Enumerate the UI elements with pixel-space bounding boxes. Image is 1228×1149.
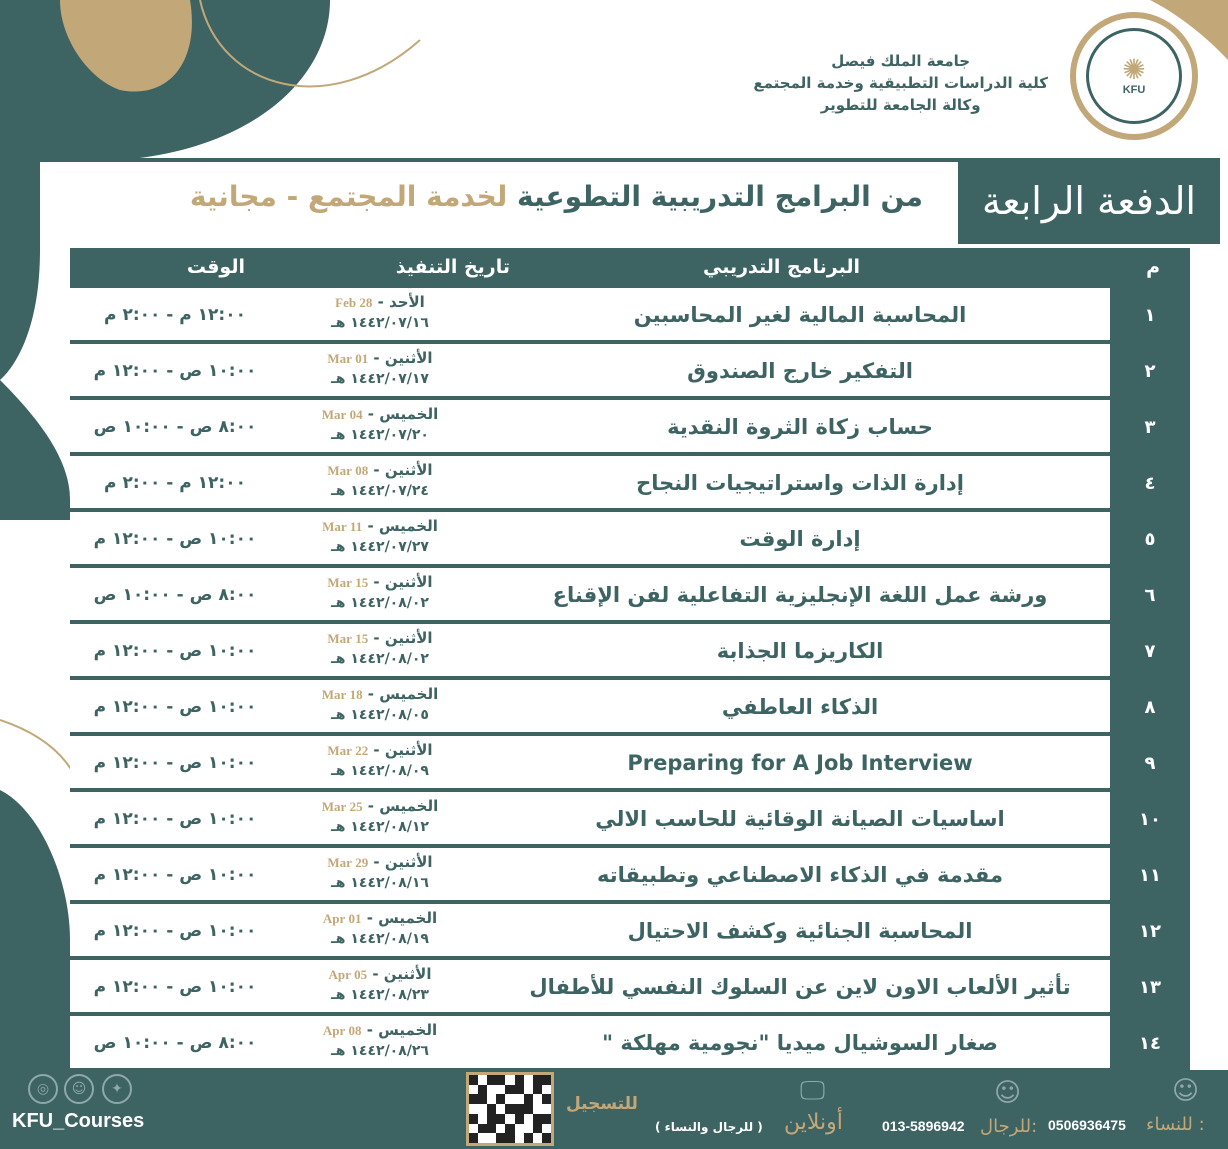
table-row — [70, 736, 1110, 790]
monitor-icon: 🖵 — [800, 1076, 826, 1106]
gregorian-date: 01 Mar — [327, 351, 369, 366]
register-label: للتسجيل — [566, 1094, 638, 1114]
table-row — [70, 792, 1110, 846]
row-number: ٢ — [1144, 360, 1156, 382]
weekday: الأثنين — [384, 461, 433, 479]
agency-name: وكالة الجامعة للتطوير — [820, 96, 981, 114]
qr-code[interactable] — [466, 1072, 554, 1146]
session-time: ١٠:٠٠ ص - ١٢:٠٠ م — [93, 753, 257, 773]
instagram-icon[interactable]: ◎ — [28, 1074, 58, 1104]
session-time: ٨:٠٠ ص - ١٠:٠٠ ص — [93, 585, 257, 605]
header-program: البرنامج التدريبي — [703, 256, 860, 278]
hijri-date: ١٤٤٢/٠٧/١٦ هـ — [331, 315, 429, 331]
weekday: الخميس — [378, 1021, 438, 1039]
execution-date: الأثنين - 01 Mar ١٤٤٢/٠٧/١٧ هـ — [300, 344, 460, 398]
program-name: صغار السوشيال ميديا "نجومية مهلكة " — [602, 1031, 998, 1055]
execution-date: الخميس - 08 Apr ١٤٤٢/٠٨/٢٦ هـ — [300, 1016, 460, 1070]
gregorian-date: 05 Apr — [328, 967, 368, 982]
session-time: ١٠:٠٠ ص - ١٢:٠٠ م — [93, 921, 257, 941]
hijri-date: ١٤٤٢/٠٨/٠٥ هـ — [331, 707, 429, 723]
weekday: الخميس — [378, 909, 438, 927]
program-name: إدارة الوقت — [739, 527, 861, 551]
execution-date: الأثنين - 05 Apr ١٤٤٢/٠٨/٢٣ هـ — [300, 960, 460, 1014]
online-label: أونلاين — [784, 1110, 843, 1135]
gregorian-date: 28 Feb — [335, 295, 373, 310]
row-number: ١٢ — [1139, 920, 1161, 942]
weekday: الأثنين — [384, 741, 433, 759]
table-row — [70, 904, 1110, 958]
hijri-date: ١٤٤٢/٠٨/١٩ هـ — [331, 931, 429, 947]
men-label: للرجال: — [980, 1116, 1038, 1137]
execution-date: الخميس - 11 Mar ١٤٤٢/٠٧/٢٧ هـ — [300, 512, 460, 566]
row-number: ٧ — [1144, 640, 1156, 662]
organization-header — [753, 50, 1048, 116]
hijri-date: ١٤٤٢/٠٧/١٧ هـ — [331, 371, 429, 387]
gregorian-date: 18 Mar — [321, 687, 363, 702]
university-name: جامعة الملك فيصل — [831, 52, 971, 70]
gregorian-date: 15 Mar — [327, 575, 369, 590]
table-row — [70, 344, 1110, 398]
table-row — [70, 456, 1110, 510]
session-time: ٨:٠٠ ص - ١٠:٠٠ ص — [93, 417, 257, 437]
session-time: ١٠:٠٠ ص - ١٢:٠٠ م — [93, 697, 257, 717]
header-time: الوقت — [186, 256, 245, 278]
social-handle[interactable]: KFU_Courses — [12, 1110, 145, 1132]
palm-icon: ✺ — [1122, 53, 1146, 86]
execution-date: الأثنين - 15 Mar ١٤٤٢/٠٨/٠٢ هـ — [300, 568, 460, 622]
hijri-date: ١٤٤٢/٠٨/٠٢ هـ — [331, 651, 429, 667]
row-number: ٩ — [1144, 752, 1156, 774]
session-time: ١٠:٠٠ ص - ١٢:٠٠ م — [93, 529, 257, 549]
program-name: Preparing for A Job Interview — [627, 751, 973, 775]
man-icon: ☺ — [994, 1078, 1022, 1108]
weekday: الأثنين — [384, 573, 433, 591]
table-header — [70, 248, 1190, 288]
title-accent: لخدمة المجتمع - مجانية — [189, 180, 508, 213]
table-row — [70, 1016, 1110, 1070]
row-number: ١٤ — [1139, 1032, 1161, 1054]
execution-date: الأثنين - 08 Mar ١٤٤٢/٠٧/٢٤ هـ — [300, 456, 460, 510]
hijri-date: ١٤٤٢/٠٧/٢٠ هـ — [331, 427, 429, 443]
weekday: الأثنين — [384, 629, 433, 647]
row-number: ٤ — [1144, 472, 1156, 494]
weekday: الأثنين — [383, 965, 432, 983]
women-phone[interactable]: 0506936475 — [1048, 1117, 1126, 1133]
session-time: ١٠:٠٠ ص - ١٢:٠٠ م — [93, 977, 257, 997]
execution-date: الأحد - 28 Feb ١٤٤٢/٠٧/١٦ هـ — [300, 288, 460, 342]
session-time: ١٠:٠٠ ص - ١٢:٠٠ م — [93, 809, 257, 829]
row-number: ١١ — [1139, 864, 1161, 886]
execution-date: الأثنين - 22 Mar ١٤٤٢/٠٨/٠٩ هـ — [300, 736, 460, 790]
gregorian-date: 01 Apr — [322, 911, 362, 926]
schedule-table — [70, 248, 1190, 1070]
snapchat-icon[interactable]: ☺ — [64, 1074, 94, 1104]
program-name: حساب زكاة الثروة النقدية — [667, 415, 933, 439]
program-name: المحاسبة المالية لغير المحاسبين — [633, 303, 967, 327]
table-row — [70, 568, 1110, 622]
execution-date: الأثنين - 29 Mar ١٤٤٢/٠٨/١٦ هـ — [300, 848, 460, 902]
row-number: ١٣ — [1139, 976, 1161, 998]
row-number: ١ — [1144, 304, 1156, 326]
header-date: تاريخ التنفيذ — [395, 256, 510, 278]
execution-date: الخميس - 01 Apr ١٤٤٢/٠٨/١٩ هـ — [300, 904, 460, 958]
gregorian-date: 08 Apr — [322, 1023, 362, 1038]
row-number: ٥ — [1144, 528, 1156, 550]
hijri-date: ١٤٤٢/٠٧/٢٤ هـ — [331, 483, 429, 499]
program-name: تأثير الألعاب الاون لاين عن السلوك النفسي للأطفال — [529, 975, 1071, 999]
table-row — [70, 512, 1110, 566]
table-row — [70, 624, 1110, 678]
program-name: اساسيات الصيانة الوقائية للحاسب الالي — [595, 807, 1005, 831]
session-time: ١٢:٠٠ م - ٢:٠٠ م — [104, 473, 246, 493]
hijri-date: ١٤٤٢/٠٨/٢٦ هـ — [331, 1043, 429, 1059]
row-number: ٦ — [1144, 584, 1156, 606]
logo-abbreviation: KFU — [1122, 84, 1146, 96]
weekday: الأثنين — [384, 853, 433, 871]
execution-date: الخميس - 04 Mar ١٤٤٢/٠٧/٢٠ هـ — [300, 400, 460, 454]
program-name: المحاسبة الجنائية وكشف الاحتيال — [627, 919, 973, 943]
twitter-icon[interactable]: ✦ — [102, 1074, 132, 1104]
session-time: ١٠:٠٠ ص - ١٢:٠٠ م — [93, 865, 257, 885]
session-time: ١٠:٠٠ ص - ١٢:٠٠ م — [93, 361, 257, 381]
table-row — [70, 680, 1110, 734]
weekday: الخميس — [379, 685, 439, 703]
program-name: إدارة الذات واستراتيجيات النجاح — [636, 471, 964, 495]
table-row — [70, 288, 1110, 342]
table-row — [70, 848, 1110, 902]
execution-date: الخميس - 25 Mar ١٤٤٢/٠٨/١٢ هـ — [300, 792, 460, 846]
men-phone[interactable]: 013-5896942 — [882, 1118, 965, 1134]
gregorian-date: 04 Mar — [321, 407, 363, 422]
weekday: الأحد — [389, 293, 425, 311]
online-audience: ( للرجال والنساء ) — [655, 1120, 763, 1134]
program-name: الذكاء العاطفي — [721, 695, 879, 719]
weekday: الخميس — [379, 405, 439, 423]
hijri-date: ١٤٤٢/٠٨/٠٢ هـ — [331, 595, 429, 611]
gregorian-date: 22 Mar — [327, 743, 369, 758]
title-main: من البرامج التدريبية التطوعية — [517, 180, 923, 213]
college-name: كلية الدراسات التطبيقية وخدمة المجتمع — [753, 74, 1048, 92]
row-number: ٣ — [1144, 416, 1156, 438]
university-logo — [1070, 12, 1198, 140]
row-number: ٨ — [1144, 696, 1156, 718]
gregorian-date: 11 Mar — [322, 519, 363, 534]
hijri-date: ١٤٤٢/٠٨/١٦ هـ — [331, 875, 429, 891]
gregorian-date: 08 Mar — [327, 463, 369, 478]
hijri-date: ١٤٤٢/٠٨/٢٣ هـ — [331, 987, 429, 1003]
batch-label: الدفعة الرابعة — [958, 158, 1220, 244]
table-row — [70, 400, 1110, 454]
weekday: الأثنين — [384, 349, 433, 367]
hijri-date: ١٤٤٢/٠٨/٠٩ هـ — [331, 763, 429, 779]
weekday: الخميس — [378, 517, 438, 535]
session-time: ٨:٠٠ ص - ١٠:٠٠ ص — [93, 1033, 257, 1053]
program-name: مقدمة في الذكاء الاصطناعي وتطبيقاته — [596, 863, 1004, 887]
execution-date: الأثنين - 15 Mar ١٤٤٢/٠٨/٠٢ هـ — [300, 624, 460, 678]
hijri-date: ١٤٤٢/٠٨/١٢ هـ — [331, 819, 429, 835]
gregorian-date: 25 Mar — [321, 799, 363, 814]
gregorian-date: 29 Mar — [327, 855, 369, 870]
women-label: للنساء : — [1146, 1114, 1205, 1135]
program-name: ورشة عمل اللغة الإنجليزية التفاعلية لفن الإقناع — [552, 583, 1048, 607]
execution-date: الخميس - 18 Mar ١٤٤٢/٠٨/٠٥ هـ — [300, 680, 460, 734]
gregorian-date: 15 Mar — [327, 631, 369, 646]
row-number: ١٠ — [1139, 808, 1161, 830]
woman-icon: ☺ — [1172, 1076, 1200, 1106]
program-name: الكاريزما الجذابة — [716, 639, 884, 663]
page-title — [190, 180, 923, 213]
header-num: م — [1146, 256, 1160, 278]
session-time: ١٢:٠٠ م - ٢:٠٠ م — [104, 305, 246, 325]
hijri-date: ١٤٤٢/٠٧/٢٧ هـ — [331, 539, 429, 555]
table-row — [70, 960, 1110, 1014]
weekday: الخميس — [379, 797, 439, 815]
program-name: التفكير خارج الصندوق — [687, 359, 913, 383]
session-time: ١٠:٠٠ ص - ١٢:٠٠ م — [93, 641, 257, 661]
